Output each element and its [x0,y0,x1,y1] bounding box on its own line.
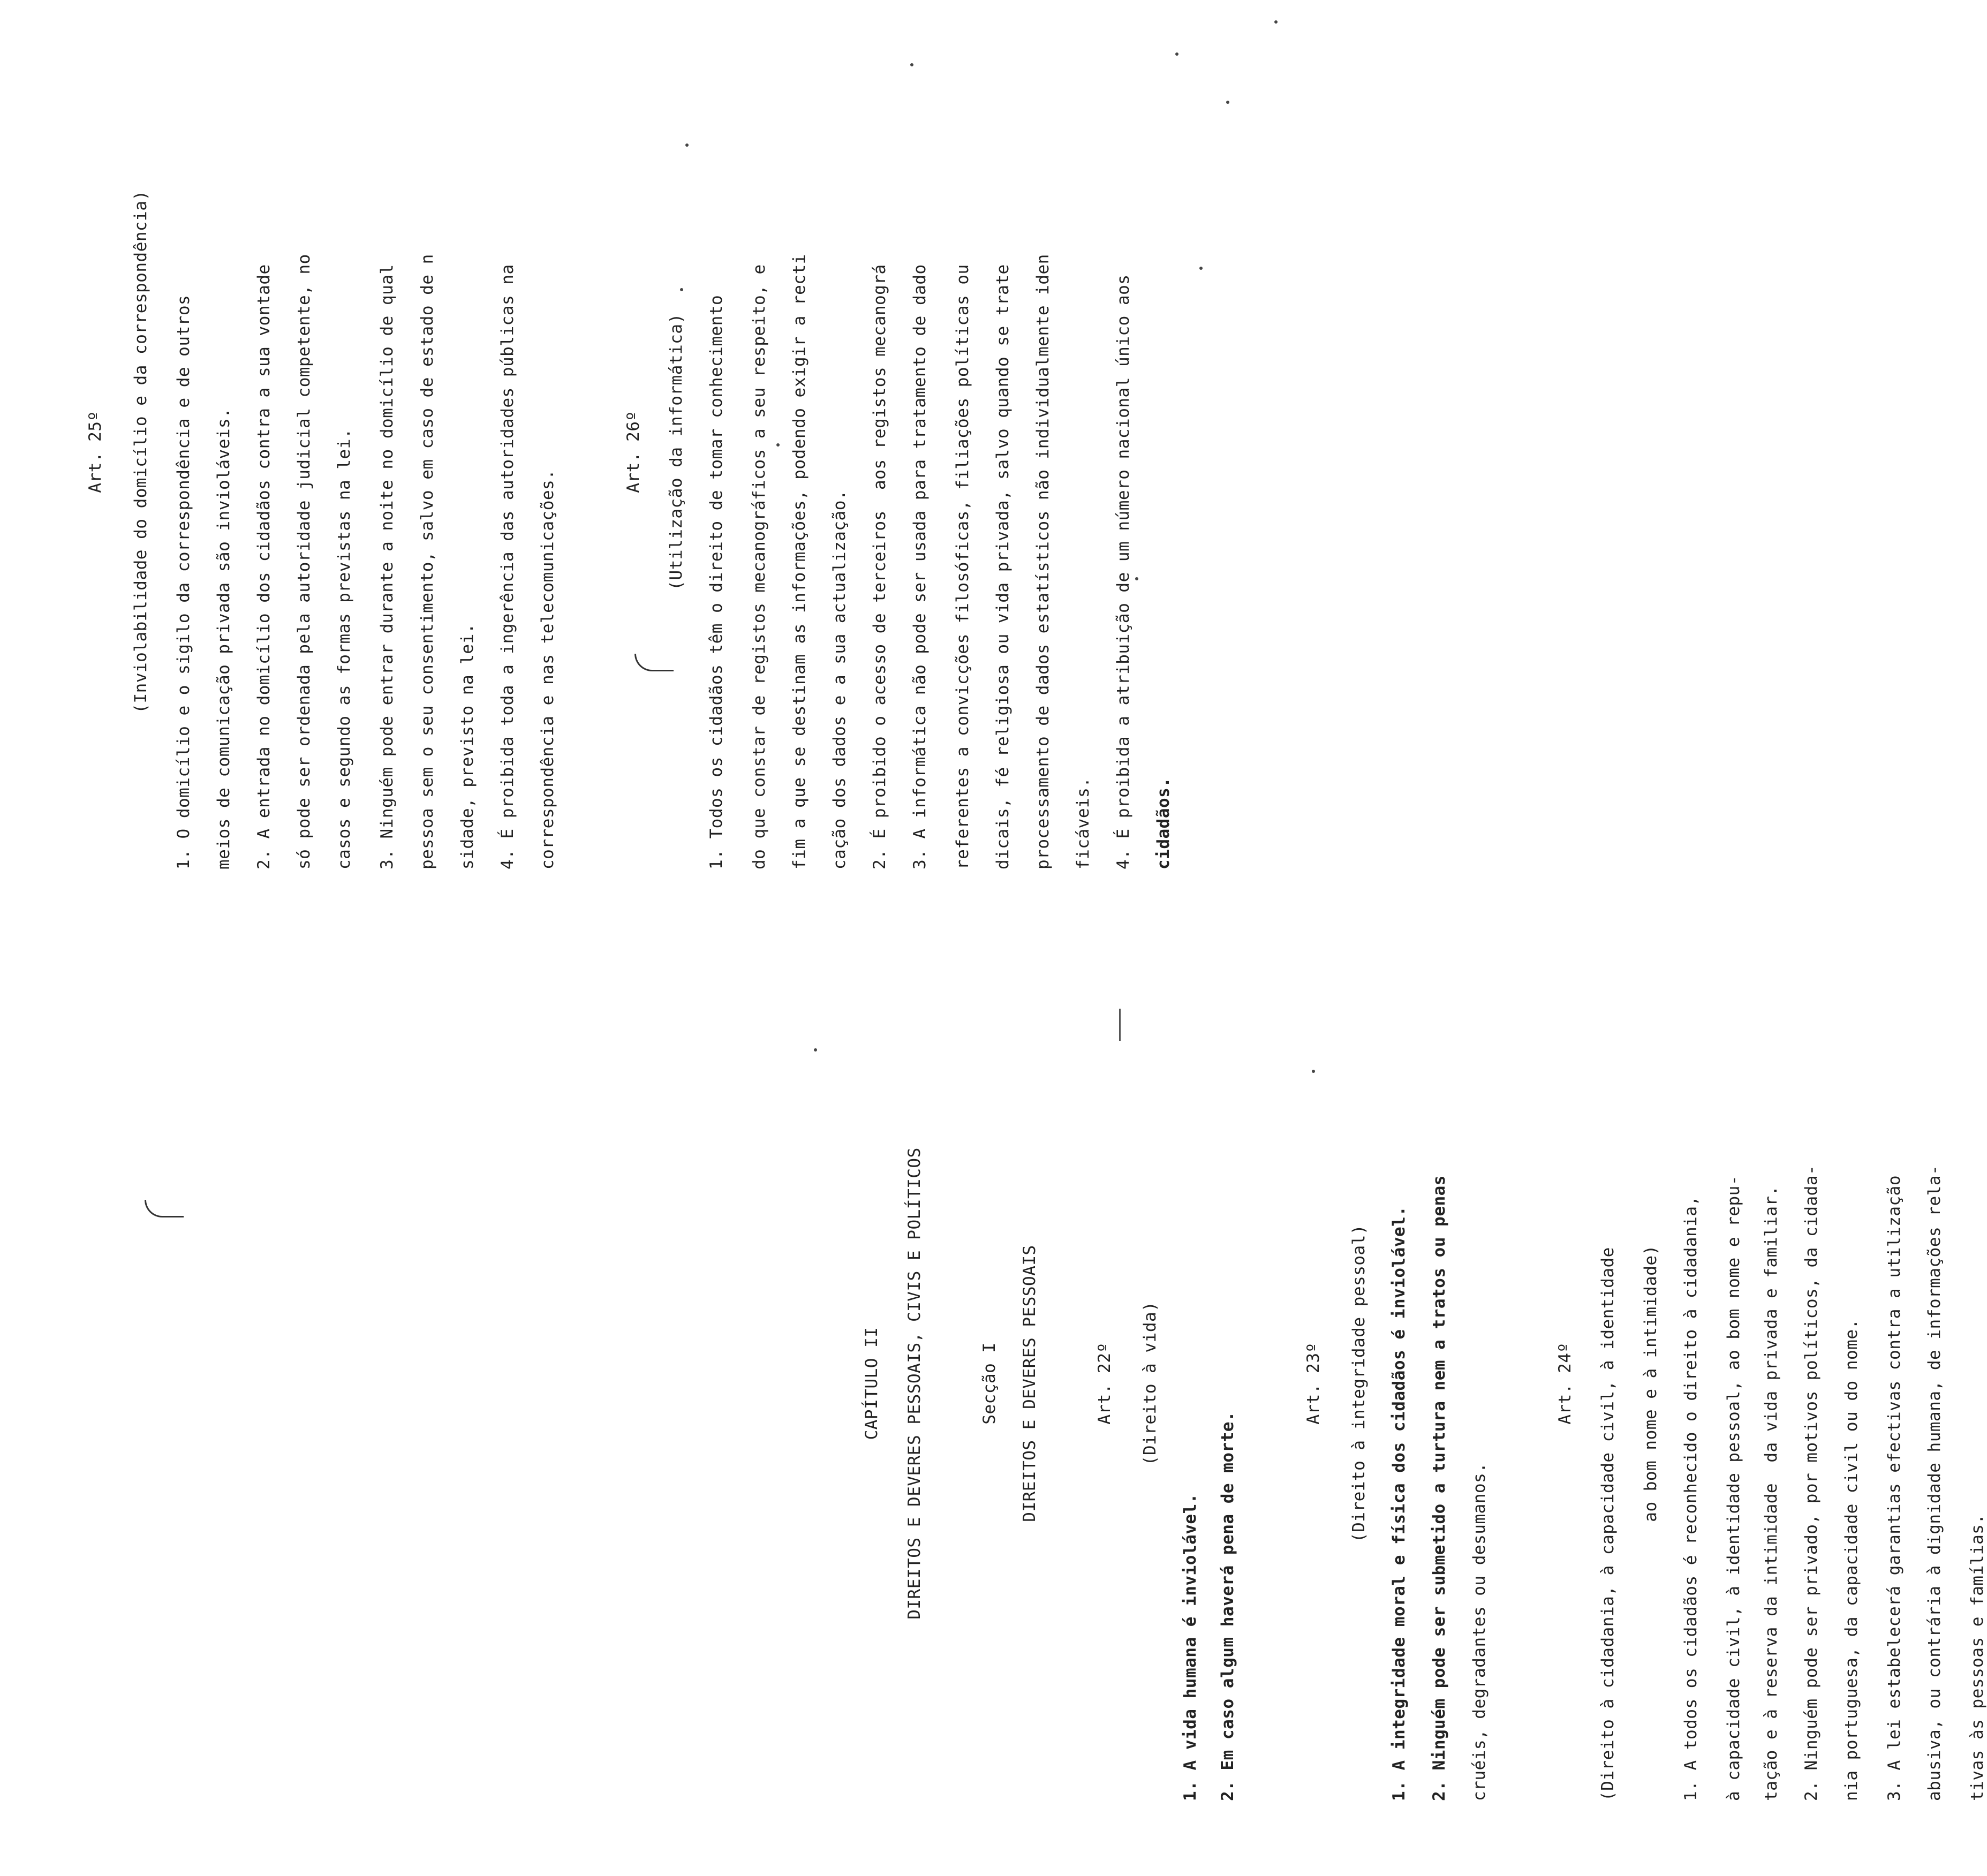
art25-paragraph-2-line-3: casos e segundo as formas previstas na lei. [335,428,354,869]
section-title: DIREITOS E DEVERES PESSOAIS [1020,1245,1039,1522]
art24-paragraph-3-line-3: tivas às pessoas e famílias. [1968,1514,1987,1801]
art25-paragraph-3-line-3: sidade, previsto na lei. [458,623,477,869]
scan-speck [685,143,689,147]
art26-paragraph-3-line-4: processamento de dados estatísticos não individualmente iden [1033,254,1053,869]
chapter-title: DIREITOS E DEVERES PESSOAIS, CIVIS E POLÍTICOS [905,1147,924,1620]
scan-speck [776,443,780,447]
art26-paragraph-3-line-5: ficáveis. [1074,777,1093,869]
art22-paragraph-2: 2. Em caso algum haverá pena de morte. [1218,1411,1237,1801]
art26-paragraph-3-line-1: 3. A informática não pode ser usada para tratamento de dado [910,264,930,869]
scan-speck [1312,1070,1315,1073]
scan-speck [1135,577,1138,580]
scan-speck [814,1048,817,1052]
art25-paragraph-2-line-2: só pode ser ordenada pela autoridade judicial competente, no [294,254,314,869]
art23-subtitle: (Direito à integridade pessoal) [1349,1224,1369,1543]
art22-heading: Art. 22º [1095,1342,1114,1425]
art25-paragraph-2-line-1: 2. A entrada no domicílio dos cidadãos contra a sua vontade [254,264,274,869]
art26-heading: Art. 26º [624,411,643,493]
scan-speck [910,63,913,66]
art23-paragraph-2-line-2: cruéis, degradantes ou desumanos. [1470,1462,1489,1801]
art24-paragraph-1-line-3: tação e à reserva da intimidade da vida privada e familiar. [1762,1185,1781,1801]
scan-speck [1175,52,1178,56]
art26-paragraph-1-line-4: cação dos dados e a sua actualização. [830,489,849,869]
art23-paragraph-2-line-1: 2. Ninguém pode ser submetido a turtura nem a tratos ou penas [1430,1175,1449,1801]
art23-paragraph-1: 1. A integridade moral e física dos cidadãos é inviolável. [1389,1206,1409,1801]
pencil-dash-mark [1119,1009,1121,1041]
art26-paragraph-3-line-3: dicais, fé religiosa ou vida privada, salvo quando se trate [993,264,1013,869]
art25-paragraph-1-line-1: 1. O domicílio e o sigilo da correspondência e de outros [174,294,193,869]
art26-paragraph-1-line-3: fim a que se destinam as informações, podendo exigir a recti [790,254,809,869]
scan-speck [680,288,683,291]
art22-subtitle: (Direito à vida) [1140,1301,1160,1466]
art24-paragraph-1-line-2: à capacidade civil, à identidade pessoal, ao bom nome e repu- [1724,1175,1743,1801]
art25-paragraph-1-line-2: meios de comunicação privada são invioláveis. [214,407,233,869]
art24-paragraph-3-line-1: 3. A lei estabelecerá garantias efectivas contra a utilização [1885,1175,1904,1801]
art26-paragraph-1-line-2: do que constar de registos mecanográficos a seu respeito, e [750,264,769,869]
art24-paragraph-1-line-1: 1. A todos os cidadãos é reconhecido o direito à cidadania, [1681,1196,1701,1801]
art26-paragraph-1-line-1: 1. Todos os cidadãos têm o direito de tomar conhecimento [707,294,726,869]
art24-subtitle-line-1: (Direito à cidadania, à capacidade civil, à identidade [1598,1247,1618,1801]
scan-speck [1226,101,1229,104]
scan-speck [1274,20,1278,24]
art26-paragraph-2: 2. É proibido o acesso de terceiros aos registos mecanográ [870,264,889,869]
art23-heading: Art. 23º [1304,1342,1323,1425]
art24-paragraph-2-line-1: 2. Ninguém pode ser privado, por motivos políticos, da cidada- [1802,1164,1821,1801]
section-number: Secção I [980,1342,999,1425]
chapter-number: CAPÍTULO II [862,1327,881,1440]
art24-heading: Art. 24º [1555,1342,1575,1425]
art26-paragraph-4-line-2: cidadãos. [1154,777,1173,869]
art25-paragraph-4-line-1: 4. É proibida toda a ingerência das autoridades públicas na [498,264,517,869]
art25-subtitle: (Inviolabilidade do domicílio e da correspondência) [131,190,150,714]
art25-paragraph-3-line-1: 3. Ninguém pode entrar durante a noite no domicílio de qual [377,264,397,869]
art26-paragraph-4-line-1: 4. É proibida a atribuição de um número nacional único aos [1114,274,1133,869]
art26-subtitle: (Utilização da informática) [667,313,686,591]
art22-paragraph-1: 1. A vida humana é inviolável. [1181,1493,1200,1801]
art26-paragraph-3-line-2: referentes a convicções filosóficas, filiações políticas ou [953,264,972,869]
pencil-arc-mark [145,1200,184,1217]
art24-subtitle-line-2: ao bom nome e à intimidade) [1641,1245,1660,1522]
art25-paragraph-3-line-2: pessoa sem o seu consentimento, salvo em caso de estado de n [418,254,437,869]
art25-heading: Art. 25º [86,411,105,493]
art24-paragraph-3-line-2: abusiva, ou contrária à dignidade humana, de informações rela- [1925,1164,1944,1801]
scan-speck [1199,267,1203,270]
art24-paragraph-2-line-2: nia portuguesa, da capacidade civil ou do nome. [1842,1319,1861,1801]
art25-paragraph-4-line-2: correspondência e nas telecomunicações. [538,469,557,869]
